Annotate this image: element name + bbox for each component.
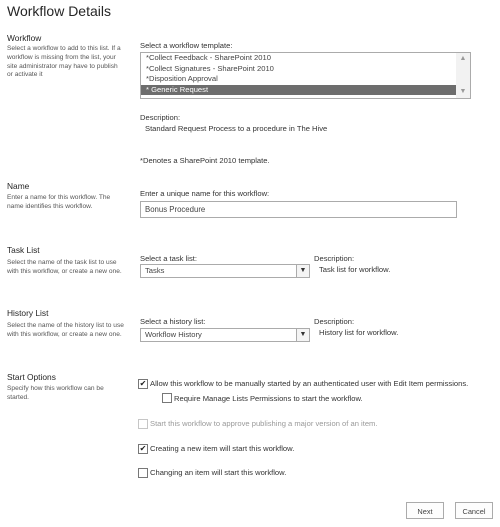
history-list-section-title: History List — [7, 308, 49, 318]
workflow-template-listbox[interactable] — [140, 52, 471, 99]
template-description-label: Description: — [140, 113, 181, 122]
approve-publishing-checkbox[interactable] — [138, 419, 148, 429]
approve-publishing-label: Start this workflow to approve publishing a major version of an item. — [150, 419, 378, 428]
page-title: Workflow Details — [7, 3, 111, 19]
task-list-section-description: Select the name of the task list to use with this workflow, or create a new one. — [7, 259, 122, 275]
task-list-description-label: Description: — [314, 254, 355, 263]
task-list-section-title: Task List — [7, 245, 40, 255]
start-on-create-checkbox[interactable]: ✔ — [139, 444, 147, 453]
workflow-section-description: Select a workflow to add to this list. If a workflow is missing from the list, your site administrator may have to publish or activate it — [7, 45, 121, 79]
template-option-generic-request[interactable]: * Generic Request — [141, 85, 459, 96]
name-section-title: Name — [7, 181, 30, 191]
chevron-down-icon[interactable]: ▼ — [296, 329, 309, 341]
cancel-button[interactable]: Cancel — [455, 502, 493, 519]
history-list-select[interactable] — [140, 328, 310, 342]
template-option-collect-feedback[interactable]: *Collect Feedback - SharePoint 2010 — [146, 53, 271, 62]
require-manage-lists-checkbox[interactable] — [162, 393, 172, 403]
start-on-change-checkbox[interactable] — [138, 468, 148, 478]
template-option-disposition-approval[interactable]: *Disposition Approval — [146, 74, 218, 84]
history-list-label: Select a history list: — [140, 317, 206, 326]
template-listbox-scrollbar[interactable] — [456, 53, 470, 98]
scroll-up-icon[interactable]: ▲ — [459, 55, 467, 62]
task-list-selected-value: Tasks — [145, 266, 165, 275]
workflow-name-input[interactable] — [140, 201, 457, 218]
task-list-select[interactable] — [140, 264, 310, 278]
workflow-template-label: Select a workflow template: — [140, 41, 233, 50]
start-options-section-description: Specify how this workflow can be started. — [7, 385, 104, 401]
chevron-down-icon[interactable]: ▼ — [296, 265, 309, 277]
scroll-down-icon[interactable]: ▼ — [459, 88, 467, 95]
task-list-description-value: Task list for workflow. — [319, 265, 391, 274]
start-on-create-label: Creating a new item will start this workflow. — [150, 444, 295, 453]
manual-start-checkbox[interactable]: ✔ — [139, 379, 147, 388]
start-options-section-title: Start Options — [7, 372, 56, 382]
history-list-selected-value: Workflow History — [145, 330, 202, 339]
manual-start-label: Allow this workflow to be manually started by an authenticated user with Edit Item permissions. — [150, 379, 469, 388]
template-description-value: Standard Request Process to a procedure in The Hive — [145, 124, 328, 133]
task-list-label: Select a task list: — [140, 254, 197, 263]
history-list-description-label: Description: — [314, 317, 355, 326]
workflow-section-title: Workflow — [7, 33, 42, 43]
history-list-description-value: History list for workflow. — [319, 328, 399, 337]
history-list-section-description: Select the name of the history list to use with this workflow, or create a new one. — [7, 322, 124, 338]
sharepoint-2010-note: *Denotes a SharePoint 2010 template. — [140, 156, 270, 165]
template-option-collect-signatures[interactable]: *Collect Signatures - SharePoint 2010 — [146, 63, 274, 73]
name-section-description: Enter a name for this workflow. The name identifies this workflow. — [7, 194, 111, 210]
require-manage-lists-label: Require Manage Lists Permissions to start the workflow. — [174, 394, 363, 403]
start-on-change-label: Changing an item will start this workflow. — [150, 468, 287, 477]
workflow-name-label: Enter a unique name for this workflow: — [140, 189, 270, 198]
next-button[interactable]: Next — [406, 502, 444, 519]
